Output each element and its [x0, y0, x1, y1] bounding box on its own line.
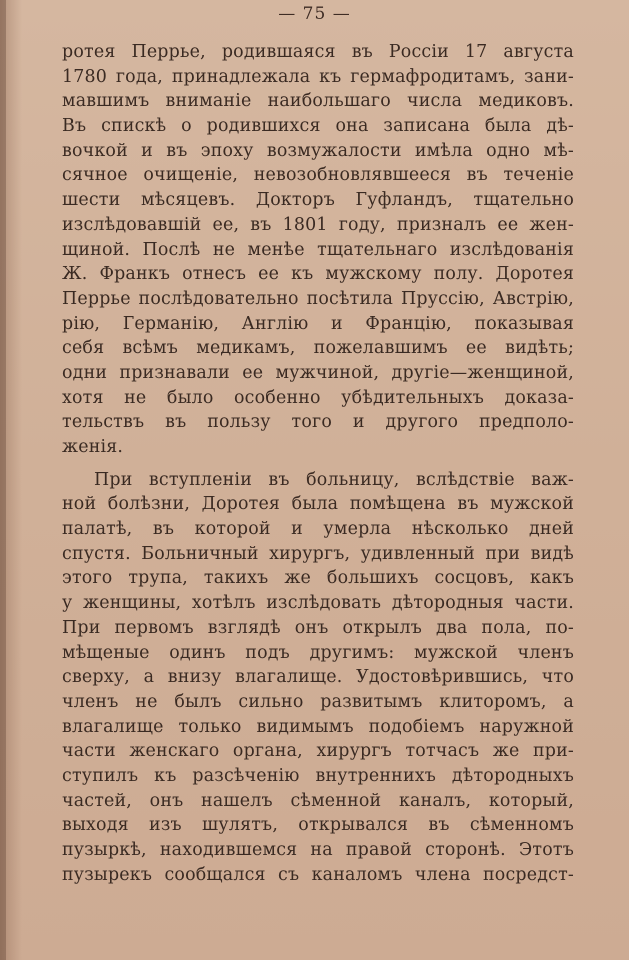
text-line: При вступленіи въ больницу, вслѣдствіе важ-	[94, 469, 574, 490]
text-line: сячное очищеніе, невозобновлявшееся въ теченіе	[62, 165, 574, 186]
body-text	[62, 40, 574, 887]
text-line: ротея Перрье, родившаяся въ Россіи 17 августа	[62, 42, 574, 62]
page-number: — 75 —	[278, 4, 351, 24]
text-line: одни признавали ее мужчиной, другіе—женщиной,	[62, 362, 574, 383]
paragraph	[62, 468, 574, 888]
text-line: хотя не было особенно убѣдительныхъ доказа-	[62, 387, 574, 408]
paragraph-gap	[62, 460, 574, 468]
text-line: изслѣдовавшій ее, въ 1801 году, призналъ ее жен-	[62, 214, 574, 235]
text-line: щиной. Послѣ не менѣе тщательнаго изслѣдованія	[62, 239, 574, 260]
text-line: Ж. Франкъ отнесъ ее къ мужскому полу. Доротея	[62, 264, 574, 285]
text-line: женія.	[62, 437, 124, 457]
text-line: рію, Германію, Англію и Францію, показывая	[62, 313, 574, 334]
paragraph	[62, 40, 574, 460]
page-edge-shadow	[0, 0, 6, 960]
text-line: тельствъ въ пользу того и другого предполо-	[62, 412, 574, 433]
text-line: спустя. Больничный хирургъ, удивленный при видѣ	[62, 543, 574, 564]
text-line: себя всѣмъ медикамъ, пожелавшимъ ее видѣть;	[62, 338, 574, 359]
text-line: Перрье послѣдовательно посѣтила Пруссію, Австрію,	[62, 288, 574, 309]
text-line: частей, онъ нашелъ сѣменной каналъ, который,	[62, 790, 574, 811]
text-line: мавшимъ вниманіе наибольшаго числа медиковъ.	[62, 91, 574, 112]
text-line: части женскаго органа, хирургъ тотчасъ же при-	[62, 741, 574, 762]
text-line: При первомъ взглядѣ онъ открылъ два пола, по-	[62, 617, 574, 638]
text-line: сверху, а внизу влагалище. Удостовѣрившись, что	[62, 667, 574, 688]
text-line: этого трупа, такихъ же большихъ сосцовъ, какъ	[62, 568, 574, 589]
text-line: у женщины, хотѣлъ изслѣдовать дѣтородныя части.	[62, 593, 574, 614]
text-line: пузырекъ сообщался съ каналомъ члена посредст-	[62, 864, 574, 885]
text-line: влагалище только видимымъ подобіемъ наружной	[62, 716, 574, 737]
text-line: 1780 года, принадлежала къ гермафродитамъ, зани-	[62, 66, 574, 87]
text-line: членъ не былъ сильно развитымъ клиторомъ, а	[62, 691, 574, 712]
text-line: вочкой и въ эпоху возмужалости имѣла одно мѣ-	[62, 140, 574, 161]
text-line: шести мѣсяцевъ. Докторъ Гуфландъ, тщательно	[62, 190, 574, 211]
text-line: выходя изъ шулятъ, открывался въ сѣменномъ	[62, 815, 574, 836]
text-line: Въ спискѣ о родившихся она записана была дѣ-	[62, 116, 574, 137]
text-line: ступилъ къ разсѣченію внутреннихъ дѣтородныхъ	[62, 765, 574, 786]
text-line: пузыркѣ, находившемся на правой сторонѣ. Этотъ	[62, 840, 574, 860]
text-line: мѣщеные одинъ подъ другимъ: мужской членъ	[62, 642, 574, 663]
text-line: ной болѣзни, Доротея была помѣщена въ мужской	[62, 494, 574, 515]
text-line: палатѣ, въ которой и умерла нѣсколько дней	[62, 519, 574, 540]
